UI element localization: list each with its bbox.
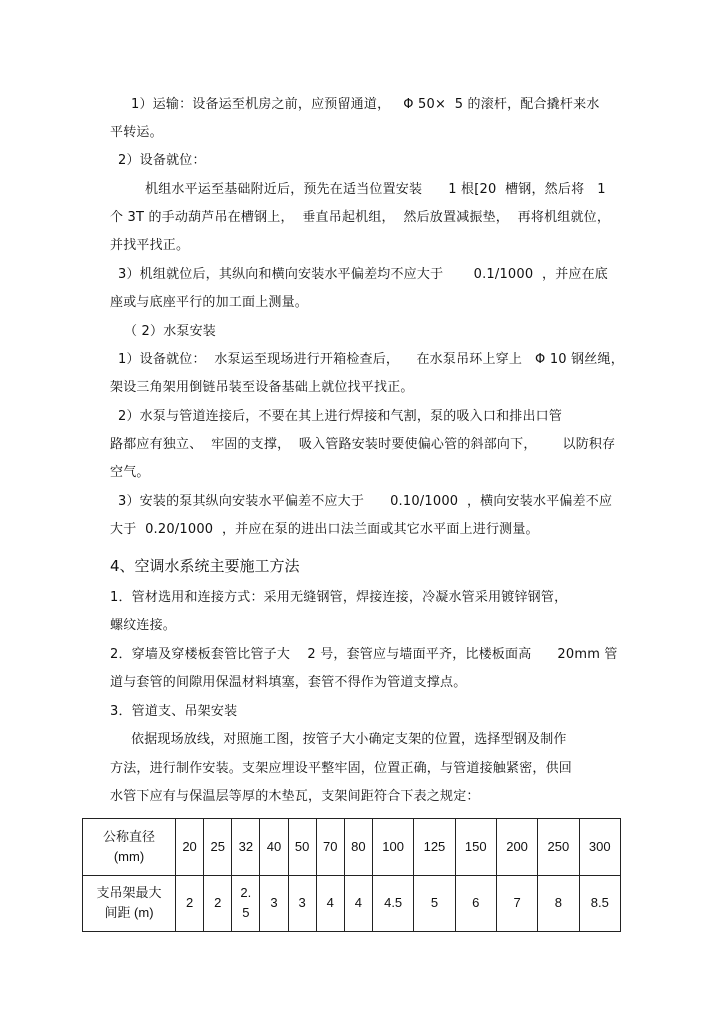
header-unit: 间距 (m) bbox=[104, 905, 154, 921]
text-line: 2．穿墙及穿楼板套管比管子大 2 号，套管应与墙面平齐，比楼板面高 20mm 管 bbox=[110, 647, 618, 662]
cell-value-continued: 5 bbox=[242, 905, 250, 921]
text-line: 依据现场放线，对照施工图，按管子大小确定支架的位置，选择型钢及制作 bbox=[131, 732, 567, 747]
table-cell: 2 bbox=[176, 875, 204, 932]
table-row bbox=[83, 875, 621, 932]
text-line: 机组水平运至基础附近后，预先在适当位置安装 1 根[20 槽钢，然后将 1 bbox=[145, 182, 606, 197]
table-cell: 80 bbox=[344, 819, 372, 876]
table-row bbox=[83, 819, 621, 876]
table-cell: 100 bbox=[372, 819, 413, 876]
table-cell: 7 bbox=[496, 875, 537, 932]
text-line: 道与套管的间隙用保温材料填塞，套管不得作为管道支撑点。 bbox=[110, 675, 467, 690]
text-line: 1．管材选用和连接方式：采用无缝钢管，焊接连接，冷凝水管采用镀锌钢管， bbox=[110, 590, 568, 605]
table-header-cell bbox=[83, 875, 176, 932]
text-line: 2）水泵与管道连接后，不要在其上进行焊接和气割，泵的吸入口和排出口管 bbox=[118, 409, 563, 424]
table-cell: 6 bbox=[455, 875, 496, 932]
text-line: 螺纹连接。 bbox=[110, 618, 177, 633]
text-line: 平转运。 bbox=[110, 125, 163, 140]
text-line: 1）设备就位： 水泵运至现场进行开箱检查后， 在水泵吊环上穿上 Φ 10 钢丝绳， bbox=[118, 352, 624, 367]
table-cell: 70 bbox=[316, 819, 344, 876]
header-unit: (mm) bbox=[113, 848, 145, 864]
header-label: 支吊架最大 bbox=[96, 885, 162, 901]
text-line: （ 2）水泵安装 bbox=[124, 324, 217, 339]
text-line: 个 3T 的手动葫芦吊在槽钢上， 垂直吊起机组， 然后放置减振垫， 再将机组就位， bbox=[110, 210, 611, 225]
table-cell: 200 bbox=[496, 819, 537, 876]
table-cell: 20 bbox=[176, 819, 204, 876]
table-cell: 4 bbox=[344, 875, 372, 932]
table-cell: 2 bbox=[204, 875, 232, 932]
text-line: 架设三角架用倒链吊装至设备基础上就位找平找正。 bbox=[110, 380, 414, 395]
table-cell bbox=[232, 875, 260, 932]
table-cell: 3 bbox=[288, 875, 316, 932]
text-line: 方法，进行制作安装。支架应埋设平整牢固，位置正确，与管道接触紧密，供回 bbox=[110, 761, 573, 776]
header-label: 公称直径 bbox=[102, 828, 155, 844]
text-line: 座或与底座平行的加工面上测量。 bbox=[110, 295, 309, 310]
table-cell: 50 bbox=[288, 819, 316, 876]
cell-value: 2. bbox=[240, 885, 252, 901]
table-cell: 150 bbox=[455, 819, 496, 876]
table-cell: 250 bbox=[538, 819, 579, 876]
text-line: 水管下应有与保温层等厚的木垫瓦，支架间距符合下表之规定： bbox=[110, 789, 480, 804]
table-cell: 300 bbox=[579, 819, 620, 876]
support-spacing-table bbox=[82, 818, 621, 932]
table-cell: 3 bbox=[260, 875, 288, 932]
table-cell: 32 bbox=[232, 819, 260, 876]
text-line: 路都应有独立、 牢固的支撑， 吸入管路安装时要使偏心管的斜部向下， 以防积存 bbox=[110, 437, 616, 452]
table-cell: 8 bbox=[538, 875, 579, 932]
text-line: 3）安装的泵其纵向安装水平偏差不应大于 0.10/1000 ，横向安装水平偏差不应 bbox=[118, 494, 613, 509]
table-cell: 40 bbox=[260, 819, 288, 876]
text-line: 3．管道支、吊架安装 bbox=[110, 704, 238, 719]
table-cell: 125 bbox=[414, 819, 455, 876]
table-cell: 8.5 bbox=[579, 875, 620, 932]
text-line: 大于 0.20/1000 ，并应在泵的进出口法兰面或其它水平面上进行测量。 bbox=[110, 522, 539, 537]
text-line: 1）运输：设备运至机房之前，应预留通道， Φ 50× 5 的滚杆，配合撬杆来水 bbox=[131, 97, 600, 112]
table-cell: 25 bbox=[204, 819, 232, 876]
table-cell: 5 bbox=[414, 875, 455, 932]
text-line: 并找平找正。 bbox=[110, 238, 190, 253]
section-heading: 4、空调水系统主要施工方法 bbox=[110, 557, 300, 575]
text-line: 2）设备就位： bbox=[118, 153, 206, 168]
text-line: 3）机组就位后，其纵向和横向安装水平偏差均不应大于 0.1/1000 ，并应在底 bbox=[118, 267, 609, 282]
table-cell: 4.5 bbox=[372, 875, 413, 932]
text-line: 空气。 bbox=[110, 465, 150, 480]
table-header-cell bbox=[83, 819, 176, 876]
table-cell: 4 bbox=[316, 875, 344, 932]
